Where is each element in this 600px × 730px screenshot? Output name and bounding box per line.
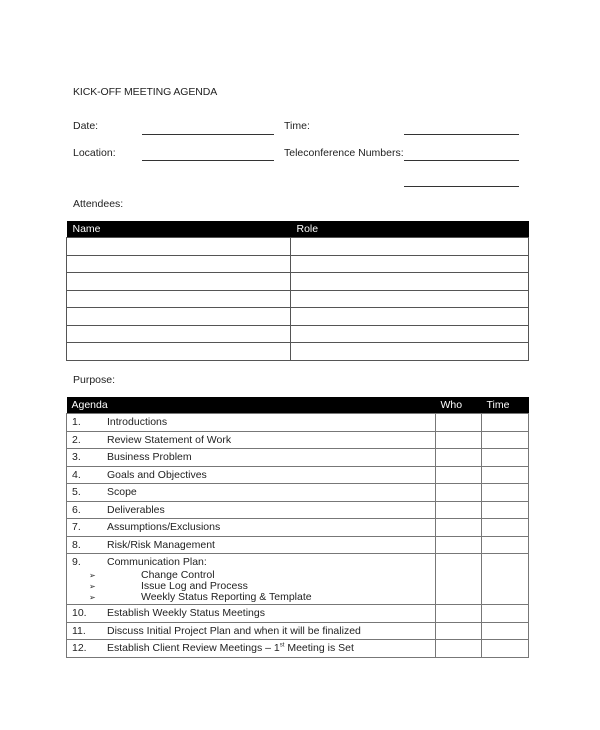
purpose-label: Purpose: — [73, 374, 116, 386]
teleconference-field-2[interactable] — [404, 186, 519, 187]
item-text: Deliverables — [107, 503, 165, 516]
agenda-item-cell — [67, 414, 436, 432]
role-column-header: Role — [291, 221, 529, 238]
item-text-part: Meeting is Set — [284, 642, 354, 655]
agenda-item-cell — [67, 484, 436, 502]
who-cell[interactable] — [436, 622, 482, 640]
who-cell[interactable] — [436, 466, 482, 484]
table-row — [67, 290, 529, 308]
role-cell[interactable] — [291, 238, 529, 256]
agenda-row — [67, 554, 529, 605]
agenda-row — [67, 501, 529, 519]
who-column-header: Who — [436, 397, 482, 414]
item-number: 9. — [72, 556, 81, 568]
table-row — [67, 308, 529, 326]
item-number: 4. — [72, 468, 81, 481]
time-cell[interactable] — [482, 640, 529, 658]
teleconference-field-1[interactable] — [404, 160, 519, 161]
agenda-item-cell — [67, 605, 436, 623]
agenda-item-cell — [67, 449, 436, 467]
item-text: Establish Weekly Status Meetings — [107, 607, 265, 620]
agenda-row — [67, 414, 529, 432]
role-cell[interactable] — [291, 343, 529, 361]
who-cell[interactable] — [436, 554, 482, 605]
date-label: Date: — [73, 120, 99, 132]
name-cell[interactable] — [67, 273, 291, 291]
agenda-item-cell — [67, 554, 436, 605]
agenda-row — [67, 484, 529, 502]
table-row — [67, 255, 529, 273]
item-text: Scope — [107, 486, 137, 499]
time-cell[interactable] — [482, 466, 529, 484]
who-cell[interactable] — [436, 640, 482, 658]
time-field[interactable] — [404, 134, 519, 135]
who-cell[interactable] — [436, 449, 482, 467]
who-cell[interactable] — [436, 519, 482, 537]
time-cell[interactable] — [482, 449, 529, 467]
item-number: 1. — [72, 416, 81, 429]
sub-item — [89, 591, 312, 603]
name-column-header: Name — [67, 221, 291, 238]
document-title: KICK-OFF MEETING AGENDA — [73, 86, 218, 98]
role-cell[interactable] — [291, 273, 529, 291]
agenda-row — [67, 536, 529, 554]
sub-item-text: Change Control — [141, 569, 215, 581]
item-text: Assumptions/Exclusions — [107, 521, 221, 534]
time-cell[interactable] — [482, 501, 529, 519]
name-cell[interactable] — [67, 238, 291, 256]
who-cell[interactable] — [436, 414, 482, 432]
agenda-table — [66, 397, 529, 658]
sub-item-text: Weekly Status Reporting & Template — [141, 591, 312, 603]
agenda-column-header: Agenda — [67, 397, 436, 414]
time-cell[interactable] — [482, 431, 529, 449]
item-number: 6. — [72, 503, 81, 516]
item-text — [107, 642, 354, 654]
time-cell[interactable] — [482, 554, 529, 605]
name-cell[interactable] — [67, 325, 291, 343]
item-text: Communication Plan: — [107, 556, 207, 568]
time-label: Time: — [284, 120, 310, 132]
agenda-row — [67, 431, 529, 449]
item-number: 10. — [72, 607, 87, 620]
agenda-item-cell — [67, 640, 436, 658]
item-text: Review Statement of Work — [107, 433, 232, 446]
attendees-label: Attendees: — [73, 198, 124, 210]
who-cell[interactable] — [436, 501, 482, 519]
sub-item-text: Issue Log and Process — [141, 580, 248, 592]
time-cell[interactable] — [482, 484, 529, 502]
table-row — [67, 273, 529, 291]
role-cell[interactable] — [291, 290, 529, 308]
agenda-item-cell — [67, 466, 436, 484]
arrow-bullet-icon: ➢ — [89, 582, 96, 591]
who-cell[interactable] — [436, 431, 482, 449]
agenda-row — [67, 449, 529, 467]
item-number: 2. — [72, 433, 81, 446]
agenda-row — [67, 519, 529, 537]
table-row — [67, 343, 529, 361]
agenda-header-row — [67, 397, 529, 414]
time-cell[interactable] — [482, 414, 529, 432]
item-text: Discuss Initial Project Plan and when it will be finalized — [107, 624, 361, 637]
item-text: Business Problem — [107, 451, 192, 464]
agenda-item-cell — [67, 501, 436, 519]
item-number: 3. — [72, 451, 81, 464]
role-cell[interactable] — [291, 255, 529, 273]
item-number: 8. — [72, 538, 81, 551]
arrow-bullet-icon: ➢ — [89, 593, 96, 602]
name-cell[interactable] — [67, 308, 291, 326]
item-text: Goals and Objectives — [107, 468, 207, 481]
role-cell[interactable] — [291, 325, 529, 343]
time-cell[interactable] — [482, 519, 529, 537]
item-text: Risk/Risk Management — [107, 538, 215, 551]
date-field[interactable] — [142, 134, 274, 135]
name-cell[interactable] — [67, 290, 291, 308]
time-column-header: Time — [482, 397, 529, 414]
agenda-row — [67, 466, 529, 484]
name-cell[interactable] — [67, 343, 291, 361]
agenda-item-cell — [67, 622, 436, 640]
who-cell[interactable] — [436, 536, 482, 554]
agenda-item-cell — [67, 536, 436, 554]
time-cell[interactable] — [482, 536, 529, 554]
who-cell[interactable] — [436, 484, 482, 502]
agenda-item-cell — [67, 519, 436, 537]
item-number: 7. — [72, 521, 81, 534]
item-number: 5. — [72, 486, 81, 499]
arrow-bullet-icon: ➢ — [89, 571, 96, 580]
agenda-row — [67, 640, 529, 658]
location-field[interactable] — [142, 160, 274, 161]
location-label: Location: — [73, 147, 116, 159]
role-cell[interactable] — [291, 308, 529, 326]
agenda-row — [67, 622, 529, 640]
who-cell[interactable] — [436, 605, 482, 623]
item-text-part: Establish Client Review Meetings – 1 — [107, 642, 280, 655]
item-number: 11. — [72, 624, 86, 637]
teleconference-label: Teleconference Numbers: — [284, 147, 404, 159]
item-text: Introductions — [107, 416, 168, 429]
agenda-row — [67, 605, 529, 623]
time-cell[interactable] — [482, 605, 529, 623]
name-cell[interactable] — [67, 255, 291, 273]
table-row — [67, 325, 529, 343]
attendees-table — [66, 221, 529, 361]
agenda-item-cell — [67, 431, 436, 449]
item-number: 12. — [72, 642, 87, 655]
attendees-header-row — [67, 221, 529, 238]
time-cell[interactable] — [482, 622, 529, 640]
table-row — [67, 238, 529, 256]
ordinal-suffix: st — [279, 642, 285, 649]
